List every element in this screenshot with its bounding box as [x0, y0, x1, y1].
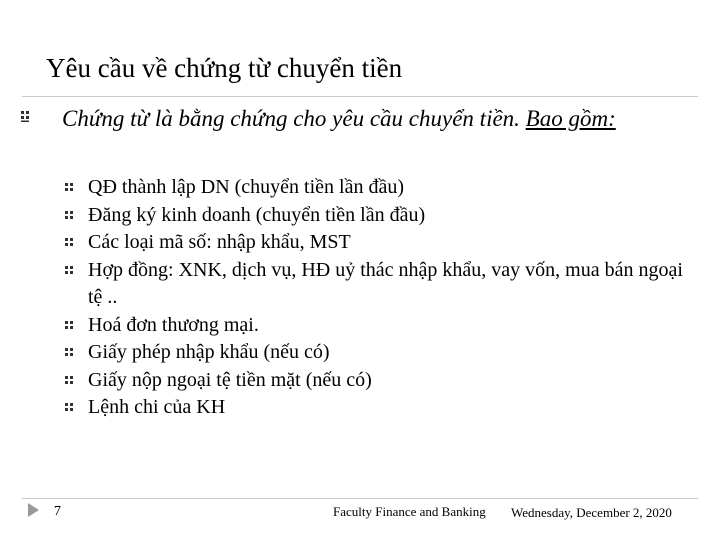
- title-divider: [22, 96, 698, 97]
- main-point-text: [62, 104, 690, 134]
- list-item-text: Hợp đồng: XNK, dịch vụ, HĐ uỷ thác nhập khẩu, vay vốn, mua bán ngoại tệ ..: [88, 258, 683, 308]
- box-bullet-icon: [64, 402, 76, 414]
- list-item: [64, 312, 684, 340]
- list-item-text: Đăng ký kinh doanh (chuyển tiền lần đầu): [88, 203, 426, 226]
- box-bullet-icon: [64, 375, 76, 387]
- footer-date: Wednesday, December 2, 2020: [511, 505, 672, 520]
- box-bullet-icon: [64, 182, 76, 194]
- box-bullet-icon: [64, 210, 76, 222]
- page-number: 7: [54, 504, 61, 519]
- list-item: [64, 174, 684, 202]
- slide-title: Yêu cầu về chứng từ chuyển tiền: [46, 53, 403, 83]
- list-item: [64, 367, 684, 395]
- list-item-text: Các loại mã số: nhập khẩu, MST: [88, 231, 351, 253]
- main-point-body: Chứng từ là bằng chứng cho yêu cầu chuyển tiền.: [62, 106, 526, 131]
- footer-triangle-icon: [28, 503, 39, 517]
- list-item-text: Hoá đơn thương mại.: [88, 313, 259, 336]
- footer-divider: [22, 498, 698, 499]
- footer-organization: Faculty Finance and Banking: [333, 504, 486, 519]
- list-item-text: Giấy nộp ngoại tệ tiền mặt (nếu có): [88, 368, 372, 391]
- list-item-text: QĐ thành lập DN (chuyển tiền lần đầu): [88, 176, 405, 198]
- box-bullet-icon: [64, 320, 76, 332]
- list-item: [64, 339, 684, 367]
- main-point-underlined: Bao gồm:: [525, 106, 616, 131]
- list-item: [64, 394, 684, 422]
- main-bullet-point: [20, 104, 690, 134]
- list-item: [64, 257, 684, 312]
- box-bullet-icon: [64, 237, 76, 249]
- box-bullet-icon: [64, 347, 76, 359]
- list-item: [64, 202, 684, 230]
- list-item: [64, 229, 684, 257]
- box-bullet-icon: [20, 110, 32, 124]
- sub-bullet-list: [64, 174, 684, 422]
- list-item-text: Lệnh chi của KH: [88, 396, 226, 418]
- list-item-text: Giấy phép nhập khẩu (nếu có): [88, 341, 330, 363]
- box-bullet-icon: [64, 265, 76, 277]
